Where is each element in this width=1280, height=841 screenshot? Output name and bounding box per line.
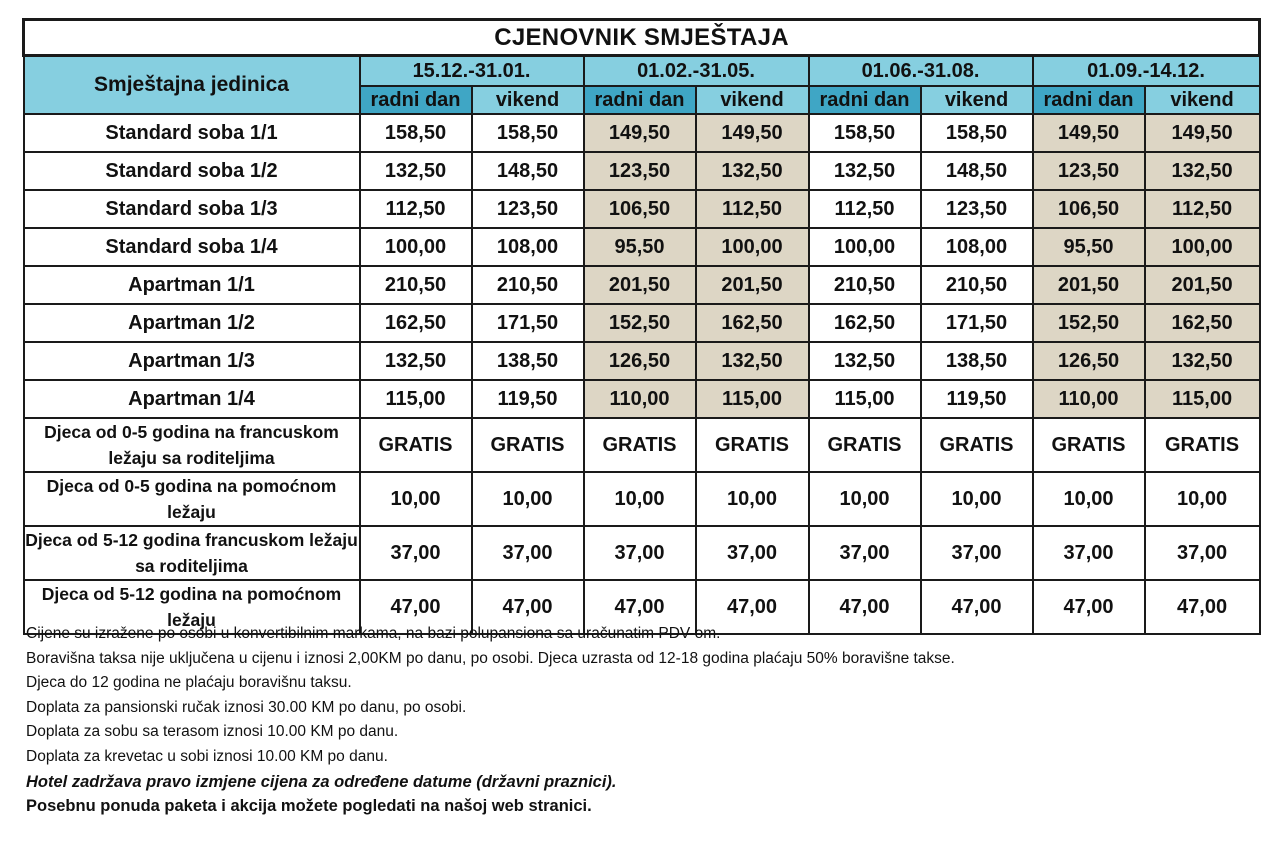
price-cell: 100,00 xyxy=(696,228,809,266)
price-cell: 95,50 xyxy=(584,228,696,266)
unit-name: Standard soba 1/1 xyxy=(24,114,360,152)
price-cell: 210,50 xyxy=(472,266,584,304)
note-line: Doplata za krevetac u sobi iznosi 10.00 KM po danu. xyxy=(26,747,388,765)
price-cell: 123,50 xyxy=(584,152,696,190)
price-cell: 162,50 xyxy=(1145,304,1260,342)
workday-header: radni dan xyxy=(1033,86,1145,114)
price-cell: 47,00 xyxy=(472,580,584,634)
workday-header: radni dan xyxy=(809,86,921,114)
price-cell: 132,50 xyxy=(809,152,921,190)
price-cell: 10,00 xyxy=(360,472,472,526)
price-cell: 10,00 xyxy=(1033,472,1145,526)
price-cell: 37,00 xyxy=(696,526,809,580)
table-row xyxy=(24,266,1260,304)
table-row xyxy=(24,190,1260,228)
price-cell: 47,00 xyxy=(921,580,1033,634)
price-cell: 162,50 xyxy=(809,304,921,342)
table-row xyxy=(24,526,1260,580)
price-cell: 37,00 xyxy=(809,526,921,580)
price-cell: 148,50 xyxy=(921,152,1033,190)
price-cell: 149,50 xyxy=(1033,114,1145,152)
unit-name: Apartman 1/3 xyxy=(24,342,360,380)
period-header: 01.02.-31.05. xyxy=(584,56,809,87)
price-cell: 158,50 xyxy=(472,114,584,152)
price-cell: GRATIS xyxy=(696,418,809,472)
unit-name: Djeca od 5-12 godina na pomoćnom ležaju xyxy=(24,580,360,634)
note-line: Boravišna taksa nije uključena u cijenu i iznosi 2,00KM po danu, po osobi. Djeca uzrasta od 12-18 godina plaćaju 50% boravišne takse. xyxy=(26,649,955,667)
price-cell: 201,50 xyxy=(584,266,696,304)
price-cell: 152,50 xyxy=(1033,304,1145,342)
unit-name: Standard soba 1/2 xyxy=(24,152,360,190)
unit-name: Djeca od 5-12 godina francuskom ležaju sa roditeljima xyxy=(24,526,360,580)
price-cell: 115,00 xyxy=(360,380,472,418)
price-cell: 47,00 xyxy=(809,580,921,634)
price-cell: GRATIS xyxy=(1033,418,1145,472)
price-cell: 119,50 xyxy=(921,380,1033,418)
weekend-header: vikend xyxy=(921,86,1033,114)
unit-name: Djeca od 0-5 godina na pomoćnom ležaju xyxy=(24,472,360,526)
note-website: Posebnu ponuda paketa i akcija možete pogledati na našoj web stranici. xyxy=(26,797,592,816)
price-cell: 149,50 xyxy=(696,114,809,152)
price-cell: 37,00 xyxy=(1033,526,1145,580)
table-row xyxy=(24,228,1260,266)
price-cell: 132,50 xyxy=(696,342,809,380)
price-cell: 10,00 xyxy=(584,472,696,526)
price-cell: 210,50 xyxy=(809,266,921,304)
price-cell: 37,00 xyxy=(1145,526,1260,580)
price-cell: 171,50 xyxy=(921,304,1033,342)
table-title: CJENOVNIK SMJEŠTAJA xyxy=(24,20,1260,56)
price-cell: 115,00 xyxy=(1145,380,1260,418)
price-cell: GRATIS xyxy=(360,418,472,472)
unit-column-header: Smještajna jedinica xyxy=(24,56,360,115)
price-cell: GRATIS xyxy=(1145,418,1260,472)
price-cell: 47,00 xyxy=(696,580,809,634)
note-line: Djeca do 12 godina ne plaćaju boravišnu taksu. xyxy=(26,674,352,692)
note-line: Cijene su izražene po osobi u konvertibilnim markama, na bazi polupansiona sa uračunatim PDV-om. xyxy=(26,625,721,642)
price-cell: 162,50 xyxy=(360,304,472,342)
price-cell: 100,00 xyxy=(1145,228,1260,266)
price-cell: 112,50 xyxy=(696,190,809,228)
notes-section xyxy=(26,622,1256,819)
price-cell: 132,50 xyxy=(809,342,921,380)
price-cell: 201,50 xyxy=(1033,266,1145,304)
table-row xyxy=(24,304,1260,342)
table-row xyxy=(24,114,1260,152)
price-cell: 132,50 xyxy=(360,342,472,380)
price-cell: 138,50 xyxy=(921,342,1033,380)
price-cell: 108,00 xyxy=(472,228,584,266)
price-cell: 149,50 xyxy=(1145,114,1260,152)
price-cell: 158,50 xyxy=(360,114,472,152)
weekend-header: vikend xyxy=(696,86,809,114)
price-cell: 47,00 xyxy=(360,580,472,634)
price-cell: 110,00 xyxy=(584,380,696,418)
price-cell: 138,50 xyxy=(472,342,584,380)
price-cell: GRATIS xyxy=(584,418,696,472)
price-cell: 123,50 xyxy=(1033,152,1145,190)
price-cell: 171,50 xyxy=(472,304,584,342)
price-cell: 106,50 xyxy=(584,190,696,228)
price-cell: 152,50 xyxy=(584,304,696,342)
price-cell: GRATIS xyxy=(809,418,921,472)
price-cell: 123,50 xyxy=(472,190,584,228)
price-table xyxy=(22,18,1261,635)
price-cell: 210,50 xyxy=(921,266,1033,304)
price-cell: GRATIS xyxy=(921,418,1033,472)
price-cell: 100,00 xyxy=(360,228,472,266)
unit-name: Apartman 1/1 xyxy=(24,266,360,304)
price-cell: 47,00 xyxy=(1033,580,1145,634)
period-header: 01.06.-31.08. xyxy=(809,56,1033,87)
price-cell: 132,50 xyxy=(1145,152,1260,190)
unit-name: Standard soba 1/3 xyxy=(24,190,360,228)
period-header: 15.12.-31.01. xyxy=(360,56,584,87)
price-cell: 112,50 xyxy=(809,190,921,228)
table-row xyxy=(24,418,1260,472)
price-cell: 10,00 xyxy=(472,472,584,526)
unit-name: Standard soba 1/4 xyxy=(24,228,360,266)
price-cell: 37,00 xyxy=(472,526,584,580)
price-cell: 149,50 xyxy=(584,114,696,152)
price-cell: 132,50 xyxy=(1145,342,1260,380)
weekend-header: vikend xyxy=(1145,86,1260,114)
price-cell: 110,00 xyxy=(1033,380,1145,418)
note-disclaimer: Hotel zadržava pravo izmjene cijena za određene datume (državni praznici). xyxy=(26,772,617,791)
price-cell: 108,00 xyxy=(921,228,1033,266)
price-table-body xyxy=(24,114,1260,634)
unit-name: Apartman 1/2 xyxy=(24,304,360,342)
period-header: 01.09.-14.12. xyxy=(1033,56,1260,87)
price-cell: 37,00 xyxy=(921,526,1033,580)
price-cell: 106,50 xyxy=(1033,190,1145,228)
price-cell: 95,50 xyxy=(1033,228,1145,266)
table-row xyxy=(24,472,1260,526)
price-cell: 123,50 xyxy=(921,190,1033,228)
price-cell: 119,50 xyxy=(472,380,584,418)
workday-header: radni dan xyxy=(360,86,472,114)
price-cell: 37,00 xyxy=(360,526,472,580)
price-cell: 126,50 xyxy=(584,342,696,380)
table-row xyxy=(24,342,1260,380)
price-cell: 201,50 xyxy=(696,266,809,304)
price-cell: GRATIS xyxy=(472,418,584,472)
price-cell: 10,00 xyxy=(809,472,921,526)
price-cell: 112,50 xyxy=(1145,190,1260,228)
price-cell: 132,50 xyxy=(360,152,472,190)
price-cell: 47,00 xyxy=(584,580,696,634)
price-cell: 126,50 xyxy=(1033,342,1145,380)
unit-name: Apartman 1/4 xyxy=(24,380,360,418)
note-line: Doplata za pansionski ručak iznosi 30.00 KM po danu, po osobi. xyxy=(26,698,467,716)
price-cell: 10,00 xyxy=(696,472,809,526)
price-cell: 112,50 xyxy=(360,190,472,228)
note-line: Doplata za sobu sa terasom iznosi 10.00 KM po danu. xyxy=(26,723,399,741)
price-cell: 115,00 xyxy=(809,380,921,418)
price-cell: 158,50 xyxy=(921,114,1033,152)
price-cell: 10,00 xyxy=(1145,472,1260,526)
price-cell: 47,00 xyxy=(1145,580,1260,634)
price-cell: 158,50 xyxy=(809,114,921,152)
price-cell: 201,50 xyxy=(1145,266,1260,304)
table-row xyxy=(24,152,1260,190)
workday-header: radni dan xyxy=(584,86,696,114)
unit-name: Djeca od 0-5 godina na francuskom ležaju sa roditeljima xyxy=(24,418,360,472)
price-cell: 100,00 xyxy=(809,228,921,266)
price-cell: 37,00 xyxy=(584,526,696,580)
price-cell: 132,50 xyxy=(696,152,809,190)
price-cell: 162,50 xyxy=(696,304,809,342)
table-row xyxy=(24,380,1260,418)
weekend-header: vikend xyxy=(472,86,584,114)
price-cell: 10,00 xyxy=(921,472,1033,526)
price-cell: 115,00 xyxy=(696,380,809,418)
price-cell: 210,50 xyxy=(360,266,472,304)
price-cell: 148,50 xyxy=(472,152,584,190)
